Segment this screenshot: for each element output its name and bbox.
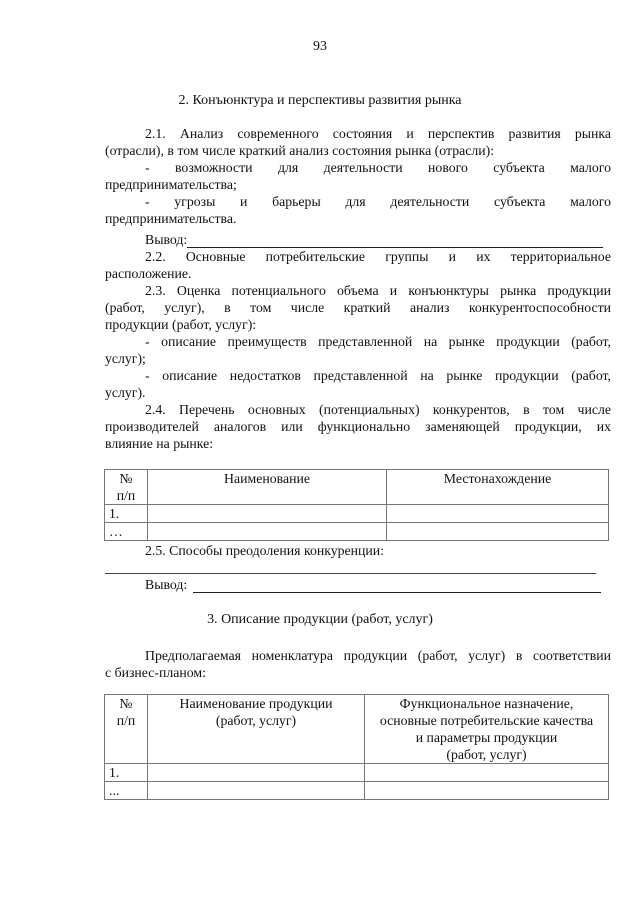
conclusion-2	[145, 576, 610, 593]
cell-no: 1.	[105, 505, 148, 523]
header-location: Местонахождение	[387, 470, 609, 505]
section-3-intro	[105, 647, 611, 681]
text-line: (отрасли), в том числе краткий анализ состояния рынка (отрасли):	[105, 143, 495, 158]
header-text: основные потребительские качества	[379, 713, 594, 728]
paragraph-2-2-to-2-4	[105, 248, 611, 452]
header-text: Функциональное назначение,	[399, 696, 574, 711]
table-cell[interactable]	[387, 505, 609, 523]
header-text: (работ, услуг)	[215, 713, 297, 728]
conclusion-1	[145, 231, 610, 248]
text-line: услуг).	[105, 385, 146, 400]
table-row	[105, 782, 609, 800]
text-line: 2.2. Основные потребительские группы и их территориальное	[145, 249, 611, 264]
text-line: - возможности для деятельности нового субъекта малого	[145, 160, 611, 175]
paragraph-2-1	[105, 125, 611, 227]
table-header-row	[105, 695, 609, 764]
text-line: 2.1. Анализ современного состояния и перспектив развития рынка	[145, 126, 611, 141]
text-line: предпринимательства.	[105, 211, 237, 226]
fill-in-line	[193, 579, 601, 593]
text-line: Предполагаемая номенклатура продукции (работ, услуг) в соответствии	[145, 648, 611, 663]
text-line: (работ, услуг), в том числе краткий анализ конкурентоспособности	[105, 300, 611, 315]
fill-in-line	[105, 573, 596, 574]
section-2-heading: 2. Конъюнктура и перспективы развития рынка	[178, 93, 462, 108]
text-line: предпринимательства;	[105, 177, 237, 192]
page-number: 93	[313, 39, 327, 54]
header-text: №	[119, 696, 133, 711]
header-text: Наименование продукции	[179, 696, 333, 711]
header-text: (работ, услуг)	[446, 747, 527, 762]
table-row	[105, 523, 609, 541]
text-line: производителей аналогов или функционально заменяющей продукции, их	[105, 419, 611, 434]
table-cell[interactable]	[365, 782, 609, 800]
competitors-table	[104, 469, 609, 541]
text-line: с бизнес-планом:	[105, 665, 206, 680]
text-line: расположение.	[105, 266, 192, 281]
header-function	[365, 695, 609, 764]
fill-in-line	[187, 234, 603, 248]
conclusion-label: Вывод:	[145, 577, 188, 592]
text-line: - угрозы и барьеры для деятельности субъекта малого	[145, 194, 611, 209]
cell-no: ...	[105, 782, 148, 800]
paragraph-2-5: 2.5. Способы преодоления конкуренции:	[145, 543, 385, 558]
text-line: влияние на рынке:	[105, 436, 214, 451]
table-cell[interactable]	[148, 782, 365, 800]
header-text: и параметры продукции	[415, 730, 558, 745]
text-line: - описание недостатков представленной на рынке продукции (работ,	[145, 368, 611, 383]
products-table	[104, 694, 609, 800]
table-row	[105, 505, 609, 523]
table-cell[interactable]	[365, 764, 609, 782]
table-cell[interactable]	[148, 523, 387, 541]
header-no	[105, 470, 148, 505]
text-line: продукции (работ, услуг):	[105, 317, 257, 332]
text-line: 2.4. Перечень основных (потенциальных) конкурентов, в том числе	[145, 402, 611, 417]
section-3-heading: 3. Описание продукции (работ, услуг)	[207, 612, 433, 627]
conclusion-label: Вывод:	[145, 232, 188, 247]
text-line: - описание преимуществ представленной на рынке продукции (работ,	[145, 334, 611, 349]
cell-no: …	[105, 523, 148, 541]
table-header-row	[105, 470, 609, 505]
header-product-name	[148, 695, 365, 764]
header-text: п/п	[116, 488, 136, 503]
header-no	[105, 695, 148, 764]
cell-no: 1.	[105, 764, 148, 782]
header-text: №	[119, 471, 133, 486]
header-name: Наименование	[148, 470, 387, 505]
header-text: п/п	[116, 713, 136, 728]
table-row	[105, 764, 609, 782]
text-line: 2.3. Оценка потенциального объема и конъюнктуры рынка продукции	[145, 283, 611, 298]
text-line: услуг);	[105, 351, 146, 366]
table-cell[interactable]	[387, 523, 609, 541]
table-cell[interactable]	[148, 505, 387, 523]
table-cell[interactable]	[148, 764, 365, 782]
